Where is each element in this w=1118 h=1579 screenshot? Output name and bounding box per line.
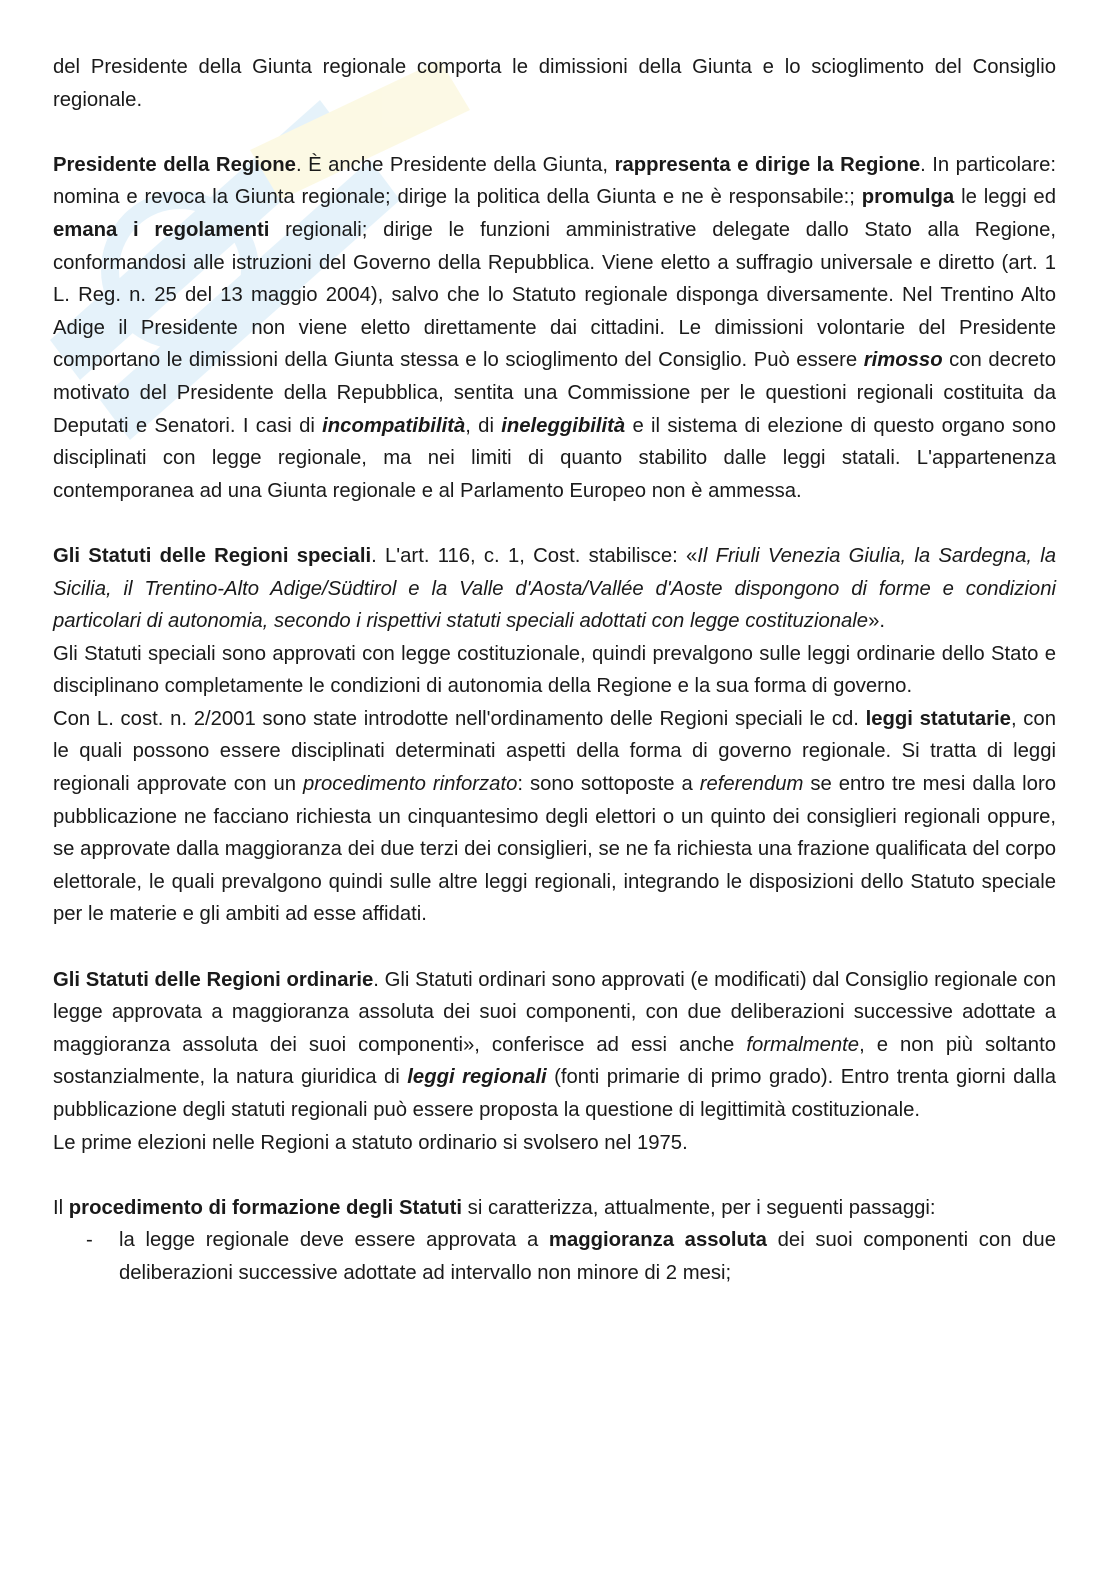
list-item xyxy=(53,1224,1056,1289)
list-dash: - xyxy=(86,1229,93,1252)
p2-text-3: le leggi ed xyxy=(954,186,1056,209)
p2-text-2: . In particolare: nomina e revoca la Giunta regionale; dirige la politica della Giunta e ne è responsabile:; xyxy=(53,153,1056,209)
p2-bold-italic-2: incompatibilità xyxy=(322,414,466,437)
p8-bold-1: procedimento di formazione degli Statuti xyxy=(68,1196,463,1219)
p3-text-2: ». xyxy=(868,610,886,633)
paragraph-prime-elezioni xyxy=(53,1127,1056,1160)
p2-text-1: . È anche Presidente della Giunta, xyxy=(295,153,615,176)
p6-text-1: . Gli Statuti ordinari sono approvati (e modificati) dal Consiglio regionale con legge approvata a maggioranza assoluta dei suoi componenti, con due deliberazioni successive adottate a maggioranza assoluta dei suoi componenti», conferisce ad essi anche xyxy=(53,968,1056,1056)
paragraph-leggi-statutarie xyxy=(53,703,1056,931)
p5-text-3: : sono sottoposte a xyxy=(517,773,700,796)
p6-bold-italic-1: leggi regionali xyxy=(407,1066,547,1089)
p6-text-3: (fonti primarie di primo grado). Entro trenta giorni dalla pubblicazione degli statuti regionali può essere proposta la questione di legittimità costituzionale. xyxy=(53,1066,1056,1121)
p2-text-6: , di xyxy=(465,414,502,437)
heading-statuti-ordinarie: Gli Statuti delle Regioni ordinarie xyxy=(53,968,374,991)
paragraph-presidente-regione xyxy=(53,149,1056,508)
procedimento-list xyxy=(53,1224,1056,1289)
p3-text-1: . L'art. 116, c. 1, Cost. stabilisce: « xyxy=(371,544,698,567)
paragraph-procedimento xyxy=(53,1192,1056,1225)
heading-statuti-speciali: Gli Statuti delle Regioni speciali xyxy=(53,544,372,567)
paragraph-statuti-ordinarie xyxy=(53,964,1056,1127)
p2-bold-2: promulga xyxy=(861,186,955,209)
p8-text-2: si caratterizza, attualmente, per i seguenti passaggi: xyxy=(462,1196,936,1219)
p8-text-1: Il xyxy=(53,1196,69,1219)
p6-italic-1: formalmente xyxy=(746,1033,860,1056)
p2-bold-italic-1: rimosso xyxy=(863,349,943,372)
p2-bold-3: emana i regolamenti xyxy=(53,218,270,241)
p2-text-4: regionali; dirige le funzioni amministrative delegate dallo Stato alla Regione, conformandosi alle istruzioni del Governo della Repubblica. Viene eletto a suffragio universale e diretto (art. 1 L. Reg. n. 25 del 13 maggio 2004), salvo che lo Statuto regionale disponga diversamente. Nel Trentino Alto Adige il Presidente non viene eletto direttamente dai cittadini. Le dimissioni volontarie del Presidente comportano le dimissioni della Giunta stessa e lo scioglimento del Consiglio. Può essere xyxy=(53,218,1056,372)
list-item-text-2: dei suoi componenti con due deliberazioni successive adottate ad intervallo non minore di 2 mesi; xyxy=(119,1229,1056,1284)
paragraph-statuti-speciali xyxy=(53,540,1056,638)
p5-text-2: , con le quali possono essere disciplinati determinati aspetti della forma di governo regionale. Si tratta di leggi regionali approvate con un xyxy=(53,707,1056,796)
p4-text: Gli Statuti speciali sono approvati con legge costituzionale, quindi prevalgono sulle leggi ordinarie dello Stato e disciplinano completamente le condizioni di autonomia della Regione e la sua forma di governo. xyxy=(53,642,1056,698)
paragraph-statuti-speciali-2 xyxy=(53,638,1056,703)
p5-italic-2: referendum xyxy=(699,773,804,796)
document-page xyxy=(53,51,1056,1290)
p6-text-2: , e non più soltanto sostanzialmente, la natura giuridica di xyxy=(53,1033,1057,1089)
list-item-bold-1: maggioranza assoluta xyxy=(548,1229,767,1252)
p5-bold-1: leggi statutarie xyxy=(865,707,1011,730)
p5-text-1: Con L. cost. n. 2/2001 sono state introdotte nell'ordinamento delle Regioni speciali le cd. xyxy=(53,707,866,730)
p5-italic-1: procedimento rinforzato xyxy=(302,773,518,796)
p7-text: Le prime elezioni nelle Regioni a statuto ordinario si svolsero nel 1975. xyxy=(53,1131,688,1154)
p2-text-7: e il sistema di elezione di questo organo sono disciplinati con legge regionale, ma nei limiti di quanto stabilito dalle leggi statali. L'appartenenza contemporanea ad una Giunta regionale e al Parlamento Europeo non è ammessa. xyxy=(53,414,1056,502)
p1-text: del Presidente della Giunta regionale comporta le dimissioni della Giunta e lo scioglimento del Consiglio regionale. xyxy=(53,56,1056,111)
p2-bold-italic-3: ineleggibilità xyxy=(501,414,626,437)
p3-quote: Il Friuli Venezia Giulia, la Sardegna, la Sicilia, il Trentino-Alto Adige/Südtirol e la Valle d'Aosta/Vallée d'Aoste dispongono di forme e condizioni particolari di autonomia, secondo i rispettivi statuti speciali adottati con legge costituzionale xyxy=(53,544,1057,633)
heading-presidente-regione: Presidente della Regione xyxy=(53,153,296,176)
p5-text-4: se entro tre mesi dalla loro pubblicazione ne facciano richiesta un cinquantesimo degli elettori o un quinto dei consiglieri regionali oppure, se approvate dalla maggioranza dei due terzi dei consiglieri, se ne fa richiesta una frazione qualificata del corpo elettorale, le quali prevalgono quindi sulle altre leggi regionali, integrando le disposizioni dello Statuto speciale per le materie e gli ambiti ad esse affidati. xyxy=(53,773,1056,926)
paragraph-1 xyxy=(53,51,1056,116)
list-item-text-1: la legge regionale deve essere approvata a xyxy=(119,1229,549,1252)
p2-bold-1: rappresenta e dirige la Regione xyxy=(614,153,921,176)
p2-text-5: con decreto motivato del Presidente della Repubblica, sentita una Commissione per le questioni regionali costituita da Deputati e Senatori. I casi di xyxy=(53,349,1056,437)
